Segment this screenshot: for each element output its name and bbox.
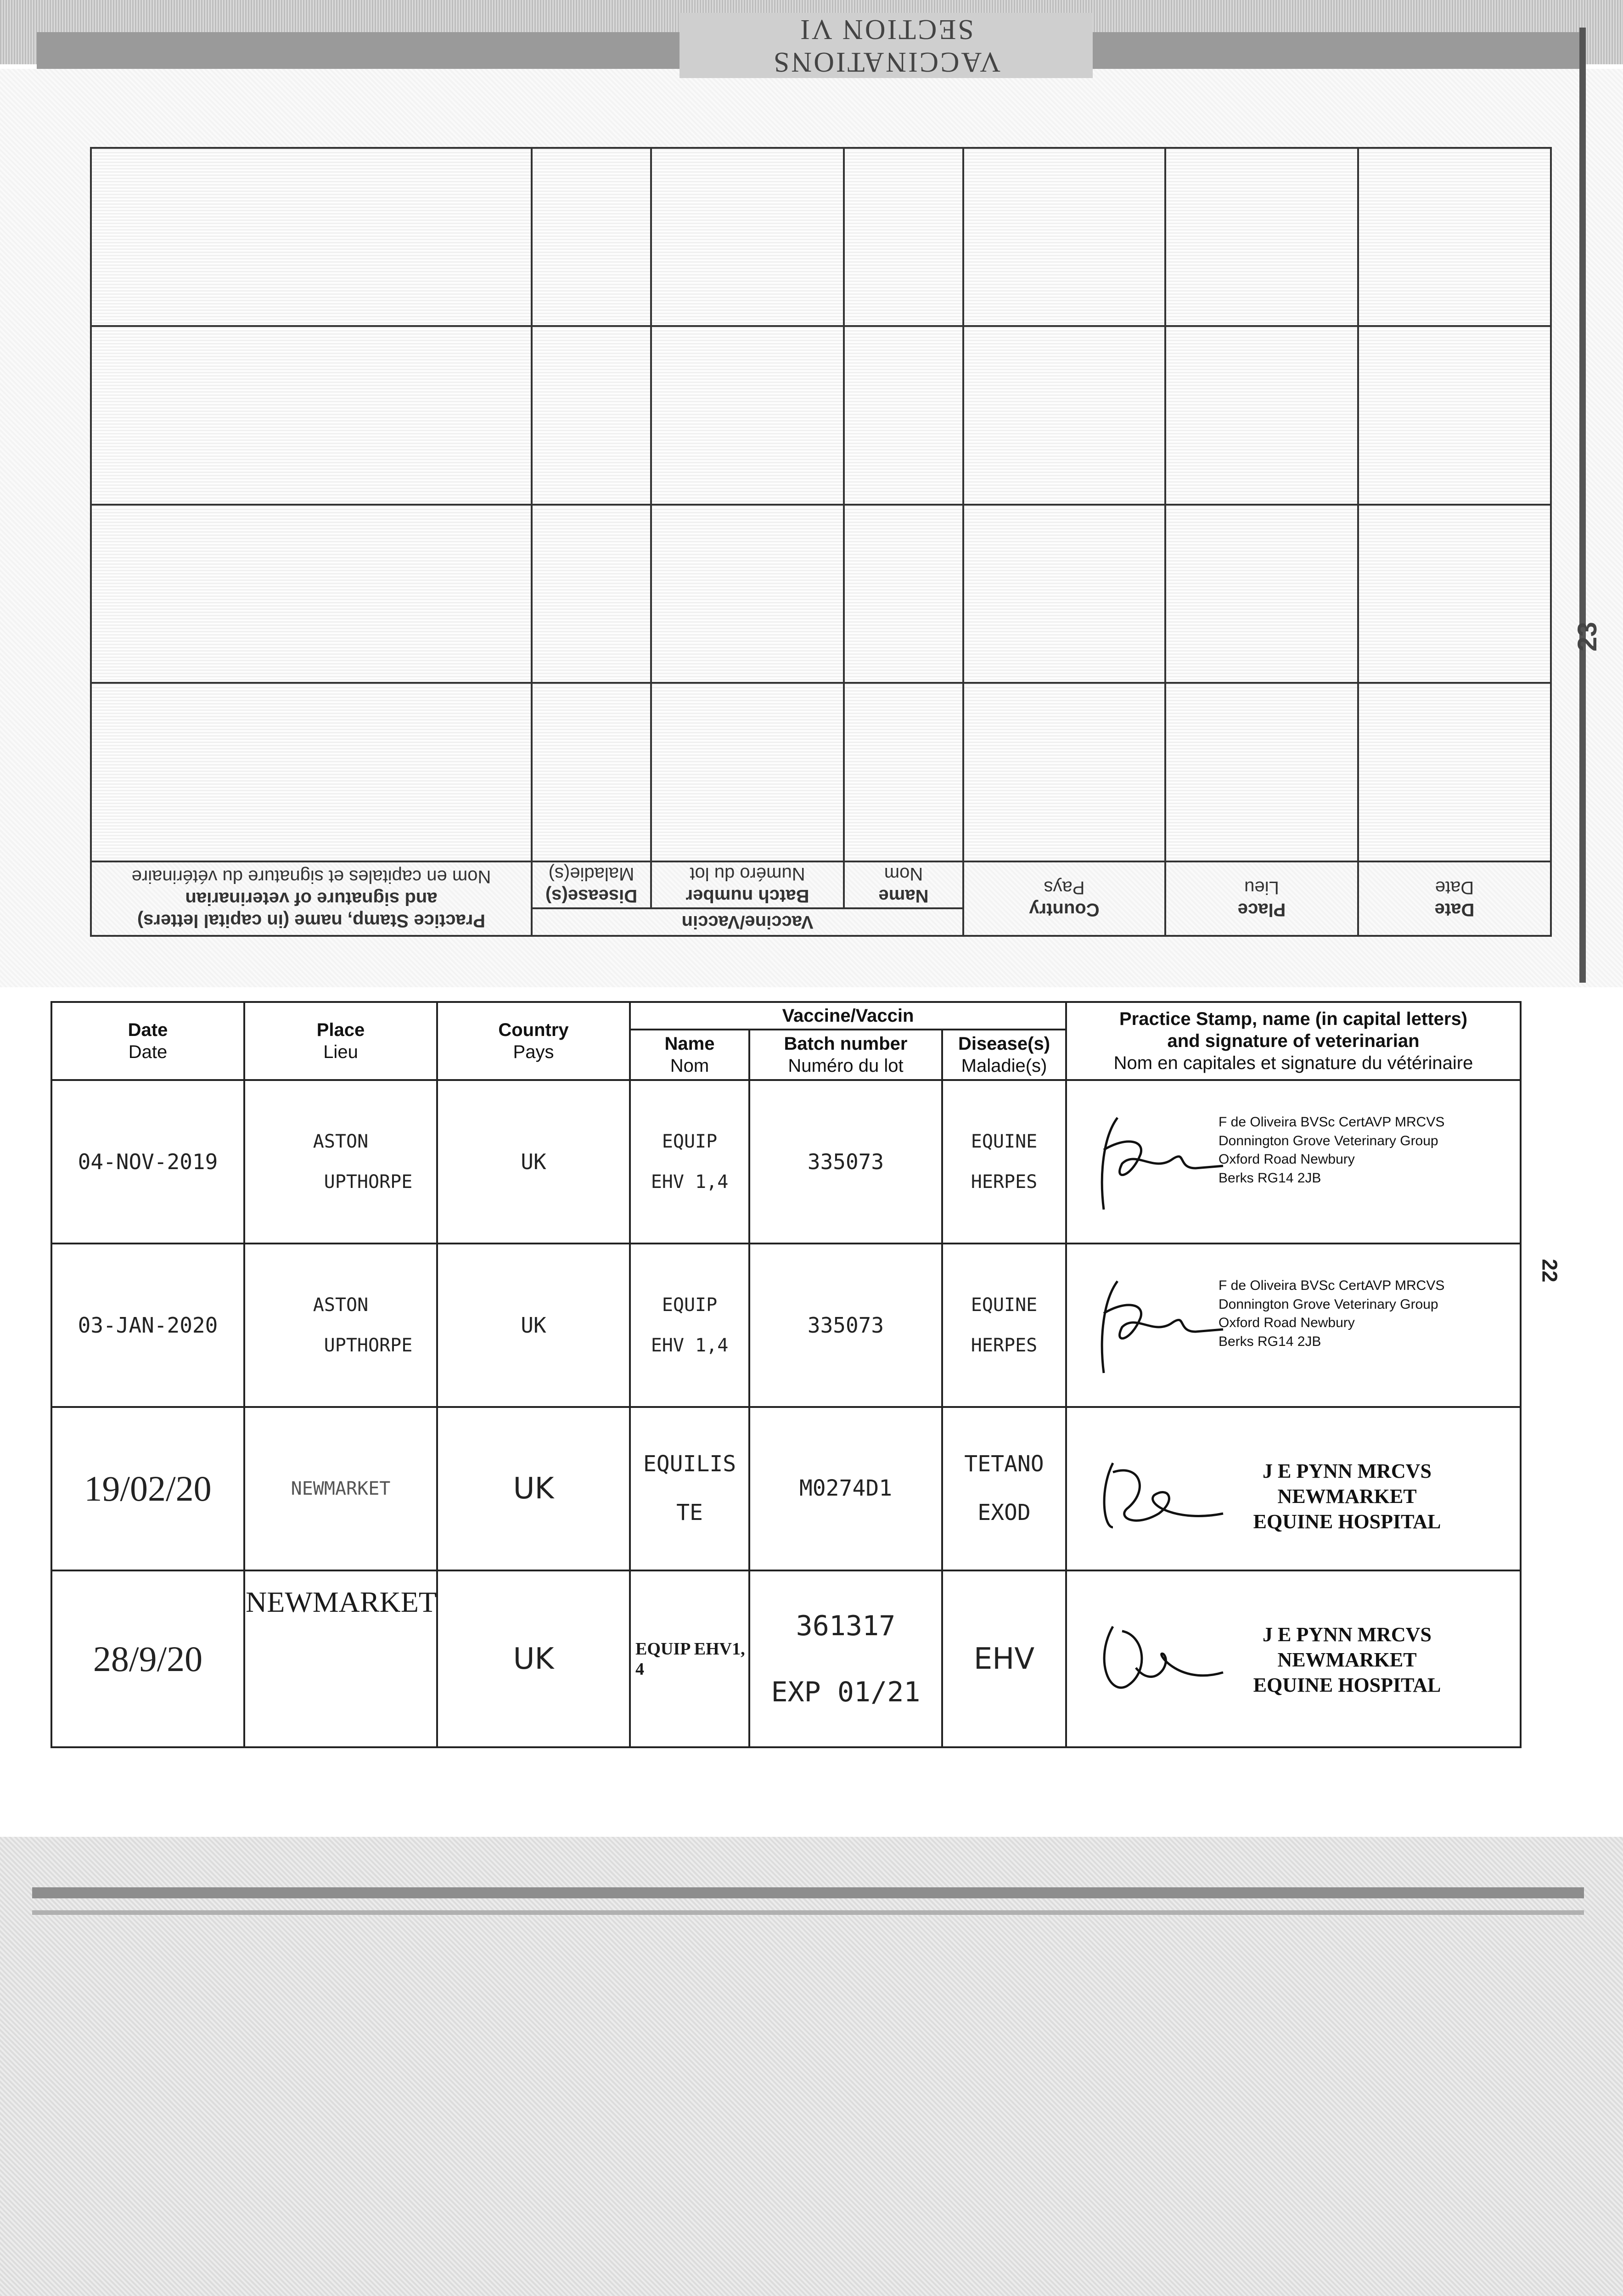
vaccination-table: [51, 1001, 1522, 1748]
header-name: Name Nom: [630, 1030, 749, 1080]
row-vaccine-name: EQUIP EHV 1,4: [630, 1080, 749, 1244]
row-batch: 335073: [749, 1244, 942, 1407]
lower-page-number: 22: [1538, 1259, 1562, 1283]
upper-header-country: Country Pays: [963, 861, 1165, 936]
vet-signature: [1085, 1599, 1232, 1709]
header-country: Country Pays: [437, 1002, 630, 1080]
row-country: UK: [437, 1080, 630, 1244]
row-vaccine-name: EQUIP EHV 1,4: [630, 1244, 749, 1407]
row-disease: EQUINE HERPES: [942, 1244, 1066, 1407]
upper-header-disease: Disease(s) Maladie(s): [532, 861, 651, 908]
row-country: UK: [437, 1570, 630, 1747]
section-title: [680, 13, 1093, 78]
upper-rotated-page: [37, 14, 1603, 974]
vet-signature: [1085, 1109, 1232, 1219]
header-vaccine-group: Vaccine/Vaccin: [630, 1002, 1066, 1030]
row-date: 28/9/20: [51, 1570, 244, 1747]
row-date: 19/02/20: [51, 1407, 244, 1570]
row-stamp: [1066, 1570, 1521, 1747]
table-row: [51, 1570, 1521, 1747]
table-row: [51, 1407, 1521, 1570]
header-batch: Batch number Numéro du lot: [749, 1030, 942, 1080]
row-vaccine-name: EQUIP EHV1, 4: [630, 1570, 749, 1747]
vet-stamp: J E PYNN MRCVS NEWMARKET EQUINE HOSPITAL: [1253, 1623, 1441, 1696]
header-stamp: Practice Stamp, name (in capital letters) and signature of veterinarian Nom en capitales et signature du vétérinaire: [1066, 1002, 1521, 1080]
header-date: Date Date: [51, 1002, 244, 1080]
row-place: NEWMARKET: [244, 1570, 437, 1747]
vet-signature: [1085, 1435, 1232, 1546]
row-country: UK: [437, 1407, 630, 1570]
row-disease: EHV: [942, 1570, 1066, 1747]
upper-header-place: Place Lieu: [1165, 861, 1358, 936]
vet-stamp: F de Oliveira BVSc CertAVP MRCVS Donnington Grove Veterinary Group Oxford Road Newbury Berks RG14 2JB: [1219, 1114, 1445, 1186]
lower-scan-background: [0, 1837, 1623, 2296]
upper-empty-row: [91, 505, 1551, 683]
upper-page-number: 23: [1572, 622, 1603, 652]
row-batch: M0274D1: [749, 1407, 942, 1570]
header-place: Place Lieu: [244, 1002, 437, 1080]
row-batch: 361317 EXP 01/21: [749, 1570, 942, 1747]
upper-empty-row: [91, 326, 1551, 505]
row-vaccine-name: EQUILIS TE: [630, 1407, 749, 1570]
upper-header-batch: Batch number Numéro du lot: [651, 861, 844, 908]
row-stamp: [1066, 1244, 1521, 1407]
scan-divider-rule: [32, 1887, 1584, 1898]
section-title-line-2: SECTION VI: [798, 14, 974, 45]
upper-empty-row: [91, 683, 1551, 862]
vet-stamp: F de Oliveira BVSc CertAVP MRCVS Donnington Grove Veterinary Group Oxford Road Newbury Berks RG14 2JB: [1219, 1278, 1445, 1349]
upper-header-name: Name Nom: [844, 861, 963, 908]
row-date: 04-NOV-2019: [51, 1080, 244, 1244]
row-disease: EQUINE HERPES: [942, 1080, 1066, 1244]
upper-header-date: Date Date: [1358, 861, 1551, 936]
row-stamp: [1066, 1080, 1521, 1244]
section-title-line-1: VACCINATIONS: [771, 46, 1001, 78]
row-place: ASTON UPTHORPE: [244, 1244, 437, 1407]
row-place: NEWMARKET: [244, 1407, 437, 1570]
vet-signature: [1085, 1272, 1232, 1382]
table-row: [51, 1080, 1521, 1244]
row-date: 03-JAN-2020: [51, 1244, 244, 1407]
header-disease: Disease(s) Maladie(s): [942, 1030, 1066, 1080]
vet-stamp: J E PYNN MRCVS NEWMARKET EQUINE HOSPITAL: [1253, 1460, 1441, 1533]
scan-divider-rule-thin: [32, 1910, 1584, 1915]
row-stamp: [1066, 1407, 1521, 1570]
row-batch: 335073: [749, 1080, 942, 1244]
upper-header-vaccine: Vaccine/Vaccin: [532, 908, 963, 936]
row-place: ASTON UPTHORPE: [244, 1080, 437, 1244]
upper-vaccination-table: [90, 147, 1552, 937]
row-country: UK: [437, 1244, 630, 1407]
upper-empty-row: [91, 148, 1551, 326]
row-disease: TETANO EXOD: [942, 1407, 1066, 1570]
table-row: [51, 1244, 1521, 1407]
upper-header-stamp: Practice Stamp, name (in capital letters) and signature of veterinarian Nom en capitales et signature du vétérinaire: [91, 861, 532, 936]
